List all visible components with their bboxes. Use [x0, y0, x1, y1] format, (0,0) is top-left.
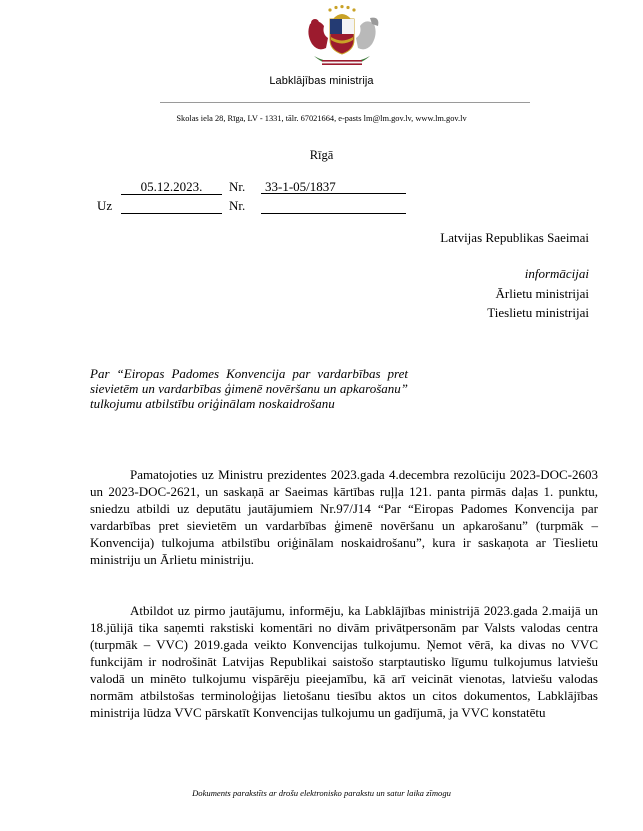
recipient-main: Latvijas Republikas Saeimai	[440, 230, 589, 245]
recipient-cc-2: Tieslietu ministrijai	[487, 305, 589, 320]
sun-icon	[333, 14, 351, 19]
uz-number-blank	[261, 198, 406, 214]
body-paragraph-1: Pamatojoties uz Ministru prezidentes 2023.gada 4.decembra rezolūciju 2023-DOC-2603 un 2023-DOC-2621, un saskaņā ar Saeimas kārtības ruļļa 121. panta pirmās daļas 1. punktu, sniedzu atbildi uz deputātu jautājumiem Nr.97/J14 “Par “Eiropas Padomes Konvencija par vardarbības pret sievietēm un vardarbības ģimenē novēršanu un apkarošanu” (turpmāk – Konvencija) tulkojuma atbilstību oriģinālam noskaidrošanu”, kura ir saskaņota ar Tieslietu ministriju un Ārlietu ministriju.	[90, 467, 598, 567]
lion-supporter	[308, 21, 328, 49]
ministry-address: Skolas iela 28, Rīga, LV - 1331, tālr. 67021664, e-pasts lm@lm.gov.lv, www.lm.gov.lv	[176, 114, 467, 123]
ministry-name: Labklājības ministrija	[269, 75, 374, 87]
uz-label: Uz	[97, 198, 113, 213]
doc-date: 05.12.2023.	[121, 179, 222, 195]
recipient-info-label: informācijai	[524, 266, 589, 281]
uz-number-label: Nr.	[229, 198, 246, 213]
doc-number-label: Nr.	[229, 179, 246, 194]
griffin-supporter	[356, 21, 376, 49]
city-line: Rīgā	[309, 148, 334, 162]
body-paragraph-2: Atbildot uz pirmo jautājumu, informēju, ka Labklājības ministrijā 2023.gada 2.maijā un 18.jūlijā tika saņemti rakstiski komentāri no divām privātpersonām par Valsts valodas centra (turpmāk – VVC) 2019.gada veikto Konvencijas tulkojumu. Ņemot vērā, ka divas no VVC funkcijām ir nodrošināt Latvijas Republikai saistošo starptautisko līgumu tulkojumus latviešu valodā un minēto tulkojumu vispārēju pieejamību, kā arī veicināt vienotas, latviešu valodas normām atbilstošas terminoloģijas lietošanu tiesību aktos un citos dokumentos, Labklājības ministrija lūdza VVC pārskatīt Konvencijas tulkojumu un gadījumā, ja VVC konstatētu	[90, 603, 598, 720]
uz-date-blank	[121, 198, 222, 214]
header-divider	[160, 102, 530, 103]
coat-of-arms-emblem	[300, 4, 384, 68]
letter-subject: Par “Eiropas Padomes Konvencija par vardarbības pret sievietēm un vardarbības ģimenē novēršanu un apkarošanu” tulkojumu atbilstību oriģinālam noskaidrošanu	[90, 366, 408, 411]
stars-arc	[328, 5, 355, 12]
recipient-cc-1: Ārlietu ministrijai	[495, 286, 589, 301]
signature-footer-note: Dokuments parakstīts ar drošu elektronisko parakstu un satur laika zīmogu	[192, 788, 451, 798]
doc-number: 33-1-05/1837	[261, 179, 406, 194]
